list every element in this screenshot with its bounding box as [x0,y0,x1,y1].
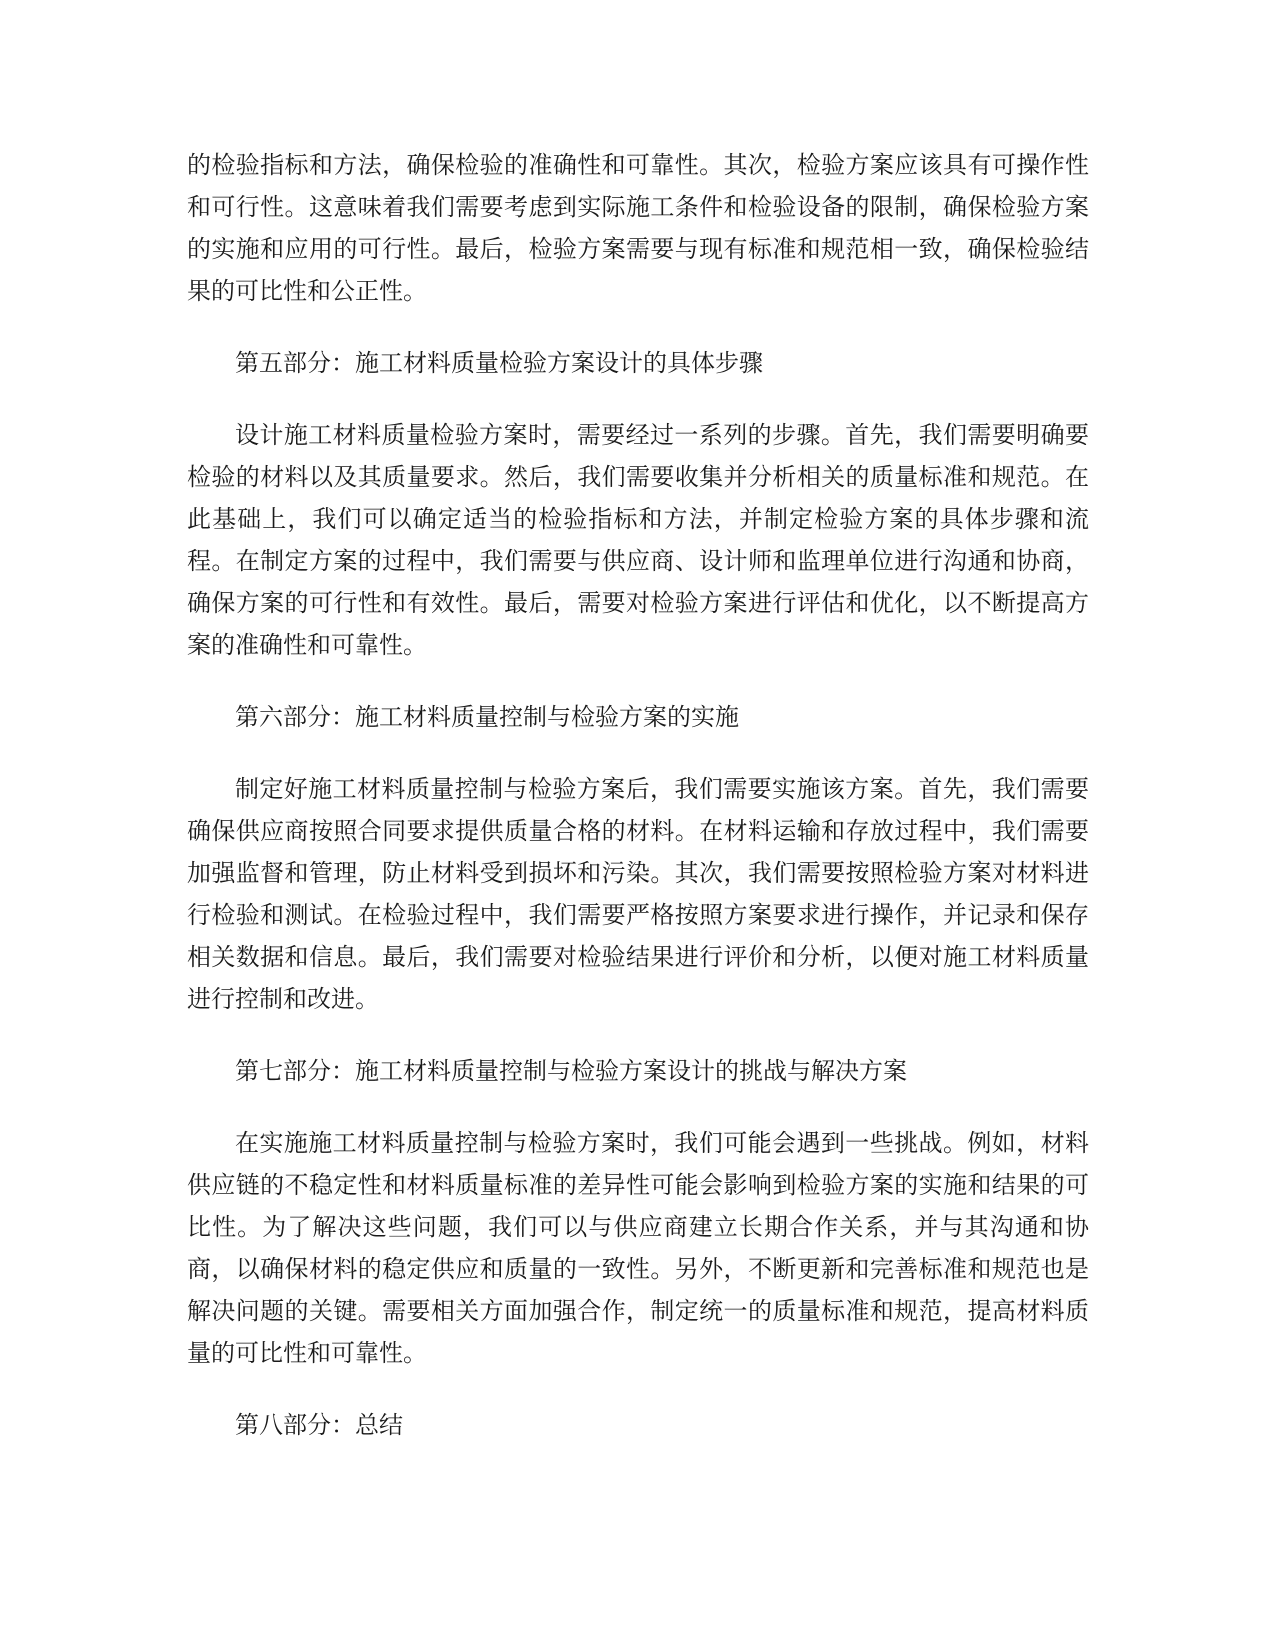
section-heading-part-six: 第六部分：施工材料质量控制与检验方案的实施 [235,703,739,731]
paragraph-challenges: 在实施施工材料质量控制与检验方案时，我们可能会遇到一些挑战。例如，材料供应链的不稳定性和材料质量标准的差异性可能会影响到检验方案的实施和结果的可比性。为了解决这些问题，我们可以与供应商建立长期合作关系，并与其沟通和协商，以确保材料的稳定供应和质量的一致性。另外，不断更新和完善标准和规范也是解决问题的关键。需要相关方面加强合作，制定统一的质量标准和规范，提高材料质量的可比性和可靠性。 [187,1129,1089,1367]
section-heading-part-five: 第五部分：施工材料质量检验方案设计的具体步骤 [235,349,763,377]
section-heading-part-seven: 第七部分：施工材料质量控制与检验方案设计的挑战与解决方案 [235,1057,907,1085]
paragraph-continued: 的检验指标和方法，确保检验的准确性和可靠性。其次，检验方案应该具有可操作性和可行性。这意味着我们需要考虑到实际施工条件和检验设备的限制，确保检验方案的实施和应用的可行性。最后，检验方案需要与现有标准和规范相一致，确保检验结果的可比性和公正性。 [187,151,1089,305]
paragraph-implementation: 制定好施工材料质量控制与检验方案后，我们需要实施该方案。首先，我们需要确保供应商按照合同要求提供质量合格的材料。在材料运输和存放过程中，我们需要加强监督和管理，防止材料受到损坏和污染。其次，我们需要按照检验方案对材料进行检验和测试。在检验过程中，我们需要严格按照方案要求进行操作，并记录和保存相关数据和信息。最后，我们需要对检验结果进行评价和分析，以便对施工材料质量进行控制和改进。 [187,775,1089,1013]
paragraph-design-steps: 设计施工材料质量检验方案时，需要经过一系列的步骤。首先，我们需要明确要检验的材料以及其质量要求。然后，我们需要收集并分析相关的质量标准和规范。在此基础上，我们可以确定适当的检验指标和方法，并制定检验方案的具体步骤和流程。在制定方案的过程中，我们需要与供应商、设计师和监理单位进行沟通和协商，确保方案的可行性和有效性。最后，需要对检验方案进行评估和优化，以不断提高方案的准确性和可靠性。 [187,421,1089,659]
section-heading-part-eight: 第八部分：总结 [235,1411,403,1439]
document-body [187,144,1089,1476]
